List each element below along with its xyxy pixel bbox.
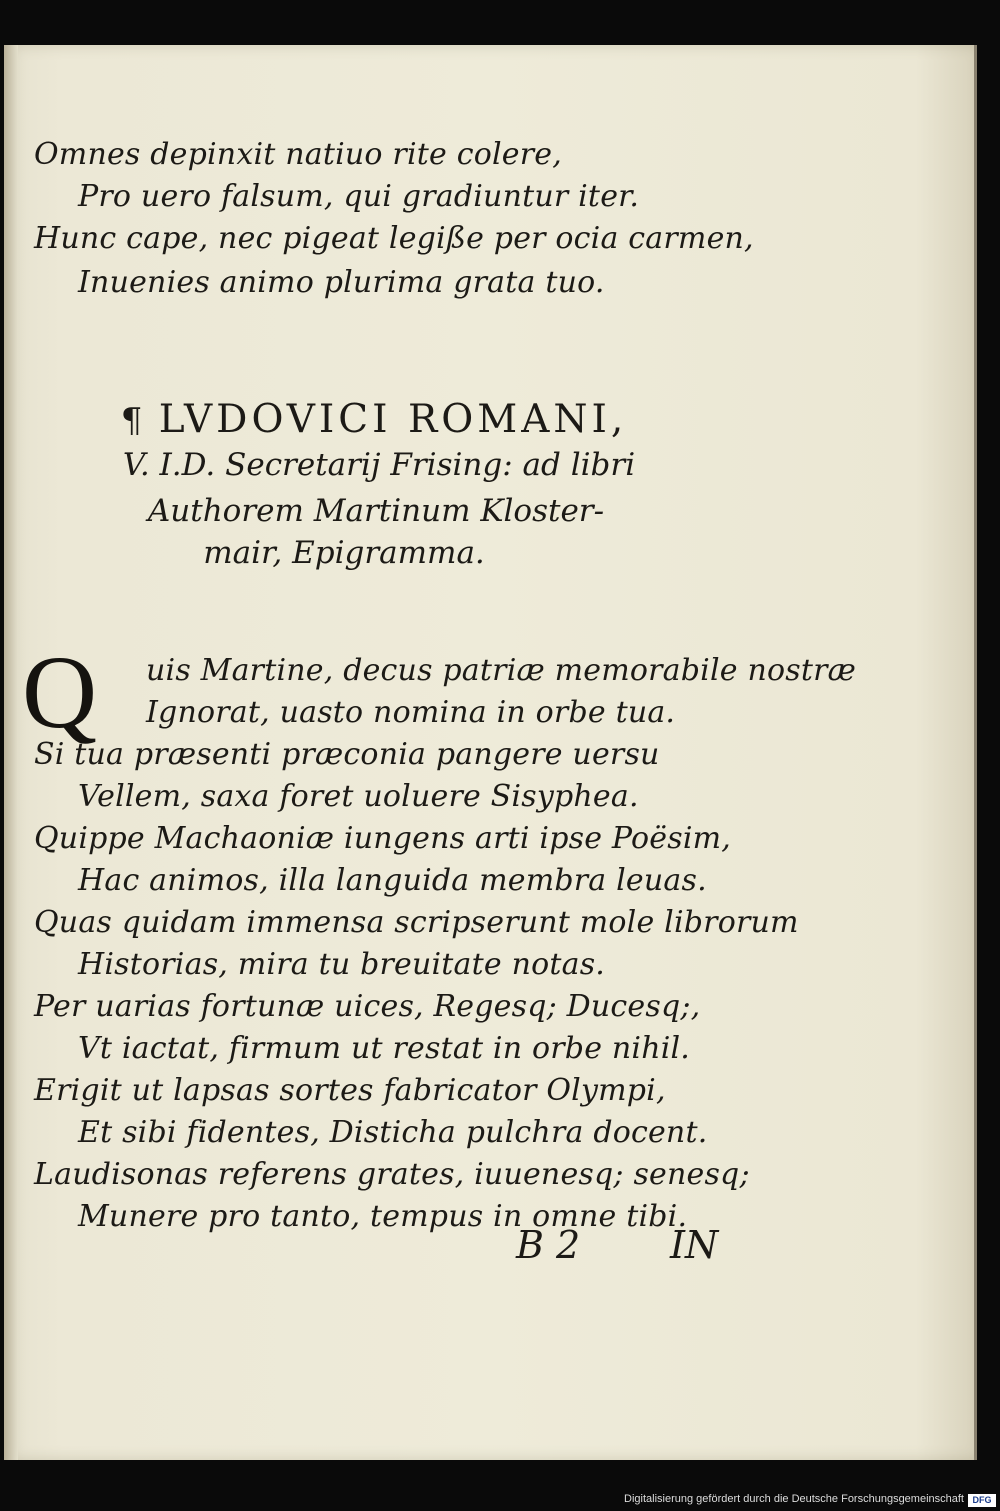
- verse-line: Et sibi fidentes, Disticha pulchra docent.: [78, 1115, 708, 1150]
- verse-line: Munere pro tanto, tempus in omne tibi.: [78, 1199, 688, 1234]
- verse-line: Inuenies animo plurima grata tuo.: [78, 265, 605, 300]
- catchword: IN: [670, 1223, 719, 1267]
- verse-line: Omnes depinxit natiuo rite colere,: [34, 137, 562, 172]
- verse-line: Quippe Machaoniæ iungens arti ipse Poësim,: [34, 821, 732, 856]
- dfg-logo-icon: DFG: [968, 1494, 996, 1507]
- verse-line: Erigit ut lapsas sortes fabricator Olympi,: [34, 1073, 666, 1108]
- heading-line: V. I.D. Secretarij Frising: ad libri: [122, 447, 636, 483]
- heading-line: Authorem Martinum Kloster-: [147, 493, 605, 529]
- verse-line: Hac animos, illa languida membra leuas.: [78, 863, 707, 898]
- digitization-credit: Digitalisierung gefördert durch die Deutsche Forschungsgemeinschaft: [624, 1493, 964, 1505]
- signature-mark: B 2: [516, 1223, 581, 1267]
- verse-line: Historias, mira tu breuitate notas.: [78, 947, 606, 982]
- verse-line: Hunc cape, nec pigeat legiße per ocia carmen,: [34, 221, 754, 256]
- heading-title-line: [0, 397, 774, 442]
- verse-line: Vt iactat, firmum ut restat in orbe nihil.: [78, 1031, 691, 1066]
- verse-line: Laudisonas referens grates, iuuenesq; senesq;: [34, 1157, 750, 1192]
- verse-line: Per uarias fortunæ uices, Regesq; Ducesq;,: [34, 989, 701, 1024]
- verse-line: Vellem, saxa foret uoluere Sisyphea.: [78, 779, 639, 814]
- heading-line: mair, Epigramma.: [203, 535, 485, 571]
- heading-title: LVDOVICI ROMANI,: [158, 397, 628, 442]
- pilcrow-mark: ¶: [120, 401, 143, 441]
- verse-line: uis Martine, decus patriæ memorabile nostræ: [146, 653, 857, 688]
- verse-line: Pro uero falsum, qui gradiuntur iter.: [78, 179, 640, 214]
- book-page: [4, 45, 977, 1460]
- drop-cap-initial: Q: [22, 635, 98, 750]
- verse-line: Quas quidam immensa scripserunt mole librorum: [34, 905, 799, 940]
- verse-line: Ignorat, uasto nomina in orbe tua.: [146, 695, 676, 730]
- verse-line: Si tua præsenti præconia pangere uersu: [34, 737, 660, 772]
